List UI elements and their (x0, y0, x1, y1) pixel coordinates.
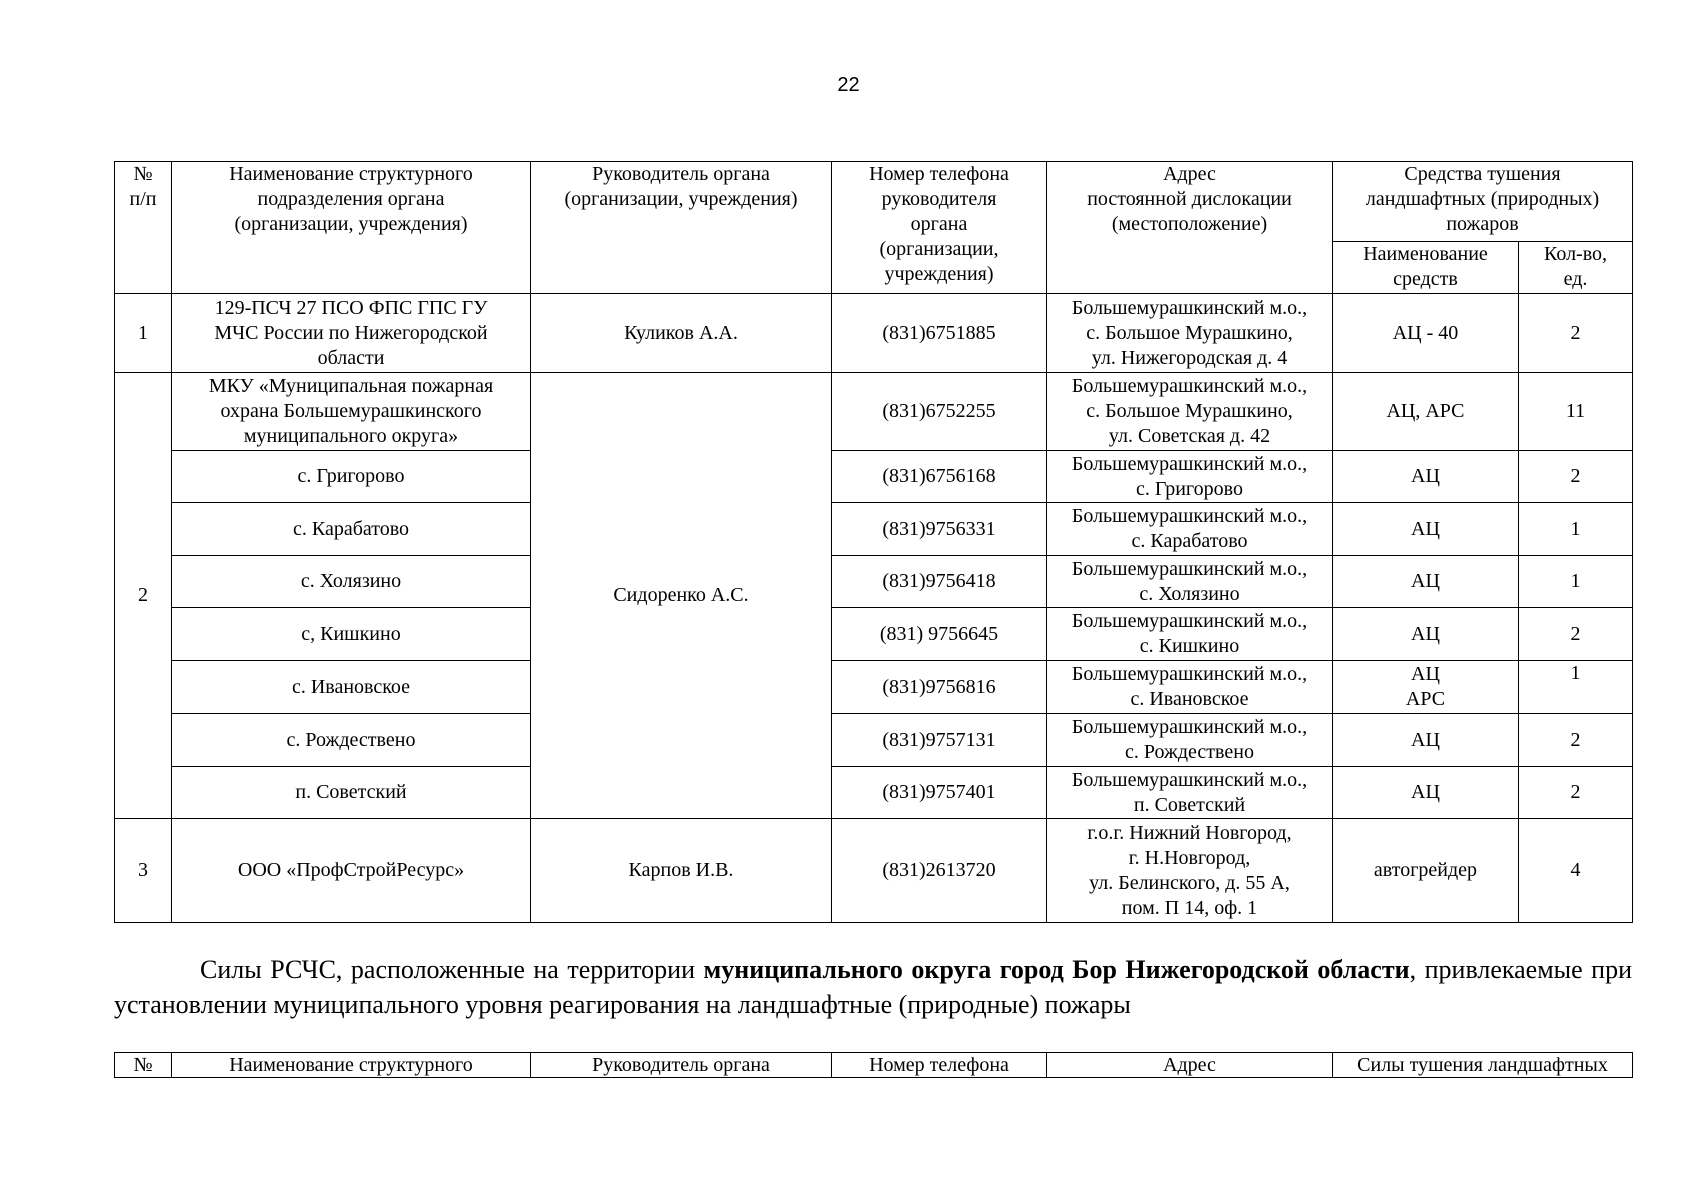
table-row (115, 451, 1633, 503)
address: Большемурашкинский м.о., с. Кишкино (1047, 608, 1333, 661)
header-number: № (115, 1053, 172, 1078)
unit-name: с. Григорово (172, 451, 531, 503)
address: г.о.г. Нижний Новгород, г. Н.Новгород, ул. Белинского, д. 55 А, пом. П 14, оф. 1 (1047, 819, 1333, 923)
table-row (115, 819, 1633, 923)
phone-number: (831)6756168 (832, 451, 1047, 503)
paragraph-bold-text: муниципального округа город Бор Нижегородской области (703, 955, 1410, 984)
forces-table (114, 161, 1633, 923)
means-qty: 2 (1519, 767, 1633, 819)
address: Большемурашкинский м.о., с. Ивановское (1047, 661, 1333, 714)
unit-name: с. Карабатово (172, 503, 531, 556)
header-forces: Силы тушения ландшафтных (1333, 1053, 1633, 1078)
address: Большемурашкинский м.о., с. Григорово (1047, 451, 1333, 503)
means-qty: 2 (1519, 608, 1633, 661)
header-head: Руководитель органа (организации, учреждения) (531, 162, 832, 294)
header-unit-name: Наименование структурного подразделения органа (организации, учреждения) (172, 162, 531, 294)
header-head: Руководитель органа (531, 1053, 832, 1078)
row-number: 3 (115, 819, 172, 923)
phone-number: (831)6751885 (832, 294, 1047, 373)
header-means-name: Наименование средств (1333, 242, 1519, 294)
table-row (115, 294, 1633, 373)
means-name: АЦ АРС (1333, 661, 1519, 714)
table-row (115, 503, 1633, 556)
header-means-qty: Кол-во, ед. (1519, 242, 1633, 294)
table-row (115, 608, 1633, 661)
paragraph-text-end: , привлекаемые при установлении муниципального уровня реагирования на ландшафтные (природные) пожары (114, 955, 1632, 1019)
means-qty: 1 (1519, 661, 1633, 714)
header-phone: Номер телефона руководителя органа (организации, учреждения) (832, 162, 1047, 294)
phone-number: (831)2613720 (832, 819, 1047, 923)
means-qty: 11 (1519, 373, 1633, 451)
unit-name: с, Кишкино (172, 608, 531, 661)
header-address: Адрес (1047, 1053, 1333, 1078)
unit-name: ООО «ПрофСтройРесурс» (172, 819, 531, 923)
phone-number: (831)6752255 (832, 373, 1047, 451)
phone-number: (831)9756418 (832, 556, 1047, 608)
phone-number: (831)9756816 (832, 661, 1047, 714)
head-name: Куликов А.А. (531, 294, 832, 373)
means-name: АЦ (1333, 608, 1519, 661)
means-name: АЦ (1333, 714, 1519, 767)
table-row (115, 714, 1633, 767)
unit-name: с. Рождествено (172, 714, 531, 767)
header-address: Адрес постоянной дислокации (местоположение) (1047, 162, 1333, 294)
header-phone: Номер телефона (832, 1053, 1047, 1078)
unit-name: с. Холязино (172, 556, 531, 608)
means-name: АЦ (1333, 556, 1519, 608)
header-unit-name: Наименование структурного (172, 1053, 531, 1078)
means-qty: 4 (1519, 819, 1633, 923)
address: Большемурашкинский м.о., с. Большое Мурашкино, ул. Нижегородская д. 4 (1047, 294, 1333, 373)
phone-number: (831) 9756645 (832, 608, 1047, 661)
means-name: АЦ, АРС (1333, 373, 1519, 451)
table-row (115, 556, 1633, 608)
head-name: Карпов И.В. (531, 819, 832, 923)
paragraph-text-start: Силы РСЧС, расположенные на территории (200, 955, 704, 984)
means-name: АЦ (1333, 451, 1519, 503)
means-qty: 1 (1519, 556, 1633, 608)
table-row (115, 661, 1633, 714)
row-number: 2 (115, 373, 172, 819)
means-name: автогрейдер (1333, 819, 1519, 923)
means-name: АЦ - 40 (1333, 294, 1519, 373)
address: Большемурашкинский м.о., с. Карабатово (1047, 503, 1333, 556)
forces-table-2 (114, 1052, 1633, 1078)
header-number: № п/п (115, 162, 172, 294)
phone-number: (831)9756331 (832, 503, 1047, 556)
means-qty: 2 (1519, 714, 1633, 767)
means-name: АЦ (1333, 503, 1519, 556)
phone-number: (831)9757401 (832, 767, 1047, 819)
unit-name: МКУ «Муниципальная пожарная охрана Большемурашкинского муниципального округа» (172, 373, 531, 451)
means-qty: 2 (1519, 294, 1633, 373)
head-name: Сидоренко А.С. (531, 373, 832, 819)
address: Большемурашкинский м.о., с. Рождествено (1047, 714, 1333, 767)
address: Большемурашкинский м.о., с. Холязино (1047, 556, 1333, 608)
section-paragraph (114, 952, 1632, 1022)
unit-name: с. Ивановское (172, 661, 531, 714)
address: Большемурашкинский м.о., п. Советский (1047, 767, 1333, 819)
address: Большемурашкинский м.о., с. Большое Мурашкино, ул. Советская д. 42 (1047, 373, 1333, 451)
row-number: 1 (115, 294, 172, 373)
header-means: Средства тушения ландшафтных (природных) пожаров (1333, 162, 1633, 242)
unit-name: п. Советский (172, 767, 531, 819)
phone-number: (831)9757131 (832, 714, 1047, 767)
means-qty: 2 (1519, 451, 1633, 503)
means-qty: 1 (1519, 503, 1633, 556)
table-row (115, 373, 1633, 451)
page-number: 22 (837, 74, 860, 96)
unit-name: 129-ПСЧ 27 ПСО ФПС ГПС ГУ МЧС России по Нижегородской области (172, 294, 531, 373)
means-name: АЦ (1333, 767, 1519, 819)
table-row (115, 767, 1633, 819)
